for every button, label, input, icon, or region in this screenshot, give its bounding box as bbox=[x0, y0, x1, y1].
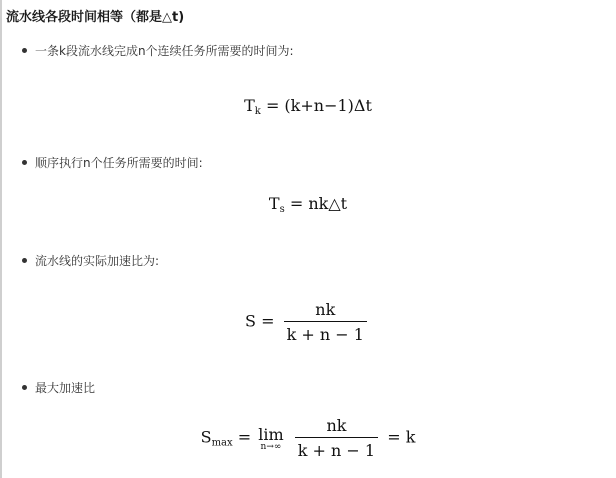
bullet-item-3 bbox=[22, 252, 159, 269]
equation-speedup: S = $\frac{nk}{k + n - 1}$ bbox=[0, 300, 616, 344]
bullet-item-4 bbox=[22, 379, 95, 396]
equation-ts: $T_s$ = nk△t bbox=[268, 194, 348, 215]
bullet-dot-icon bbox=[22, 160, 27, 165]
bullet-text: 一条k段流水线完成n个连续任务所需要的时间为: bbox=[35, 44, 294, 58]
limit-operator: lim n→∞ bbox=[258, 424, 284, 452]
bullet-text: 流水线的实际加速比为: bbox=[35, 254, 160, 268]
bullet-item-1 bbox=[22, 42, 294, 59]
bullet-dot-icon bbox=[22, 258, 27, 263]
bullet-text: 顺序执行n个任务所需要的时间: bbox=[35, 156, 203, 170]
fraction: $\frac{nk}{k + n - 1}$ bbox=[284, 300, 367, 344]
equation-tk: $T_k = (k+n-1)\Delta t$ bbox=[244, 96, 372, 117]
bullet-text: 最大加速比 bbox=[35, 381, 96, 395]
section-heading: 流水线各段时间相等（都是△t) bbox=[6, 10, 185, 25]
bullet-item-2 bbox=[22, 154, 203, 171]
bullet-dot-icon bbox=[22, 48, 27, 53]
left-border bbox=[0, 0, 2, 478]
bullet-dot-icon bbox=[22, 385, 27, 390]
fraction: $\frac{nk}{k + n - 1}$ bbox=[295, 416, 378, 460]
equation-max-speedup: $S_{max}$ = lim n→∞ $\frac{nk}{k + n - 1}$ = k bbox=[200, 416, 416, 460]
